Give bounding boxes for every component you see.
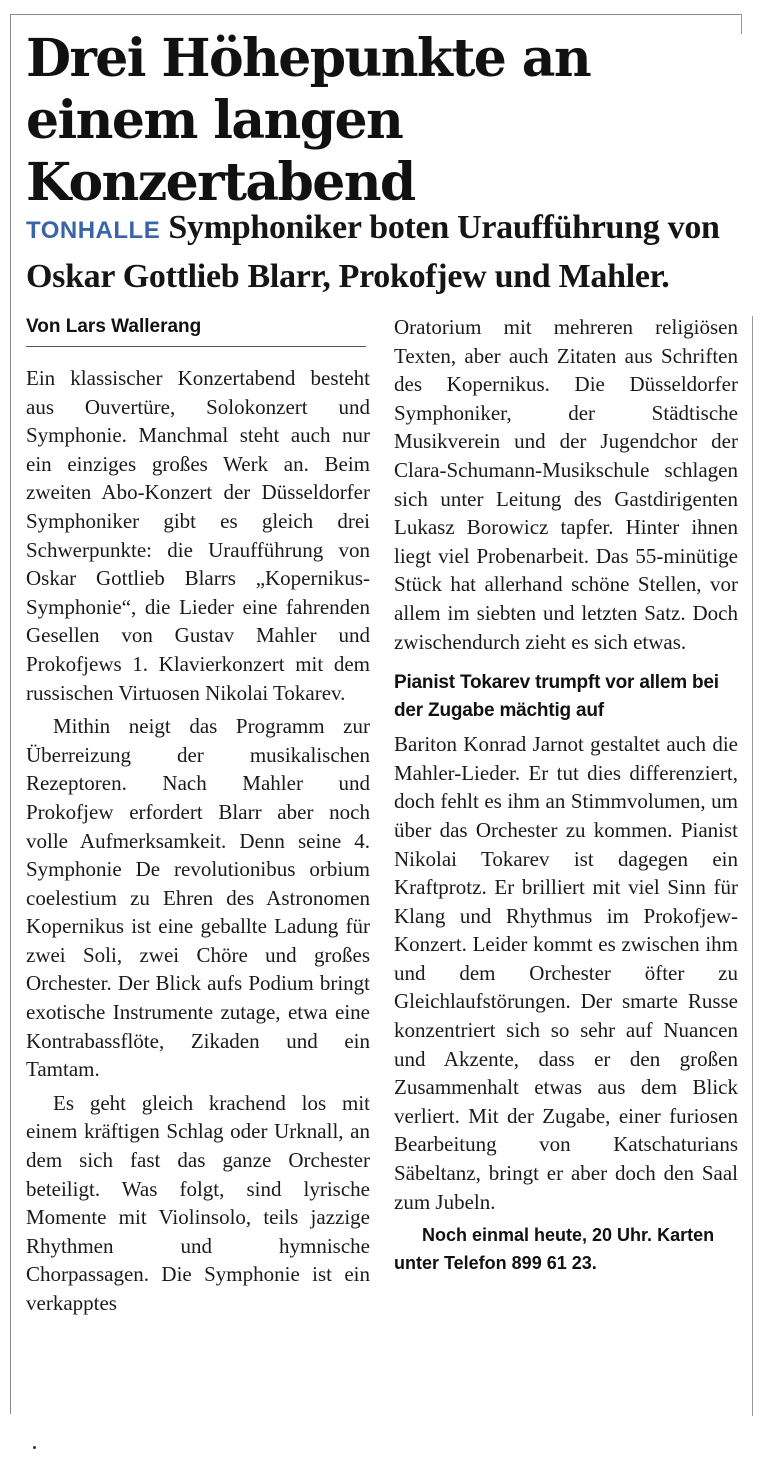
paragraph: Ein klassischer Konzertabend besteht aus Ouvertüre, Solokonzert und Symphonie. Manchmal steht auch nur ein einziges großes Werk an. Beim zweiten Abo-Konzert der Düsseldorfer Symphoniker gibt es gleich drei Schwerpunkte: die Uraufführung von Oskar Gottlieb Blarrs „Kopernikus-Symphonie“, die Lieder eine fahrenden Gesellen von Gustav Mahler und Prokofjews 1. Klavierkonzert mit dem russischen Virtuosen Nikolai Tokarev. [26, 366, 370, 705]
byline: Von Lars Wallerang [26, 314, 366, 347]
paragraph: Es geht gleich krachend los mit einem kräftigen Schlag oder Urknall, an dem sich fast das ganze Orchester beteiligt. Was folgt, sind lyrische Momente mit Violinsolo, teils jazzige Rhythmen und hymnische Chorpassagen. Die Symphonie ist ein verkapptes [26, 1090, 370, 1315]
subheadline [26, 205, 746, 300]
clipping-border-top [10, 14, 742, 15]
clipping-border-right [752, 316, 753, 1416]
kicker-label: TONHALLE [26, 217, 161, 244]
headline: Drei Höhepunkte an einem langen Konzertabend [26, 28, 591, 213]
paragraph: Mithin neigt das Programm zur Überreizung der musikalischen Rezeptoren. Nach Mahler und Prokofjew erfordert Blarr aber noch volle Aufmerksamkeit. Denn seine 4. Symphonie De revolutionibus orbium coelestium zu Ehren des Astronomen Kopernikus ist eine geballte Ladung für zwei Soli, zwei Chöre und großes Orchester. Der Blick aufs Podium bringt exotische Instrumente zutage, etwa eine Kontrabassflöte, Zikaden und ein Tamtam. [26, 714, 370, 1082]
intermediate-heading: Pianist Tokarev trumpft vor allem bei der Zugabe mächtig auf [394, 672, 719, 722]
paragraph-continued: Oratorium mit mehreren religiösen Texten, aber auch Zitaten aus Schriften des Kopernikus. Die Düsseldorfer Symphoniker, der Städtische Musikverein und der Jugendchor der Clara-Schumann-Musikschule schlagen sich unter Leitung des Gastdirigenten Lukasz Borowicz tapfer. Hinter ihnen liegt viel Probenarbeit. Das 55-minütige Stück hat allerhand schöne Stellen, vor allem im siebten und letzten Satz. Doch zwischendurch zieht es sich etwas. [394, 315, 738, 654]
clipping-border-left [10, 14, 11, 1414]
article-column-left [26, 364, 370, 1323]
paragraph: Bariton Konrad Jarnot gestaltet auch die Mahler-Lieder. Er tut dies differenziert, doch fehlt es ihm an Stimmvolumen, um über das Orchester zu kommen. Pianist Nikolai Tokarev ist dagegen ein Kraftprotz. Er brilliert mit viel Sinn für Klang und Rhythmus im Prokofjew-Konzert. Leider kommt es zwischen ihm und dem Orchester öfter zu Gleichlaufstörungen. Der smarte Russe konzentriert sich so sehr auf Nuancen und Akzente, dass er den großen Zusammenhalt etwas aus dem Blick verliert. Mit der Zugabe, einer furiosen Bearbeitung von Katschaturians Säbeltanz, bringt er aber doch den Saal zum Jubeln. [394, 732, 738, 1214]
scan-speck [33, 1446, 36, 1449]
article-column-right [394, 313, 738, 1282]
subheadline-text: Symphoniker boten Uraufführung von Oskar Gottlieb Blarr, Prokofjew und Mahler. [26, 209, 720, 295]
event-info: Noch einmal heute, 20 Uhr. Karten unter Telefon 899 61 23. [394, 1225, 715, 1274]
